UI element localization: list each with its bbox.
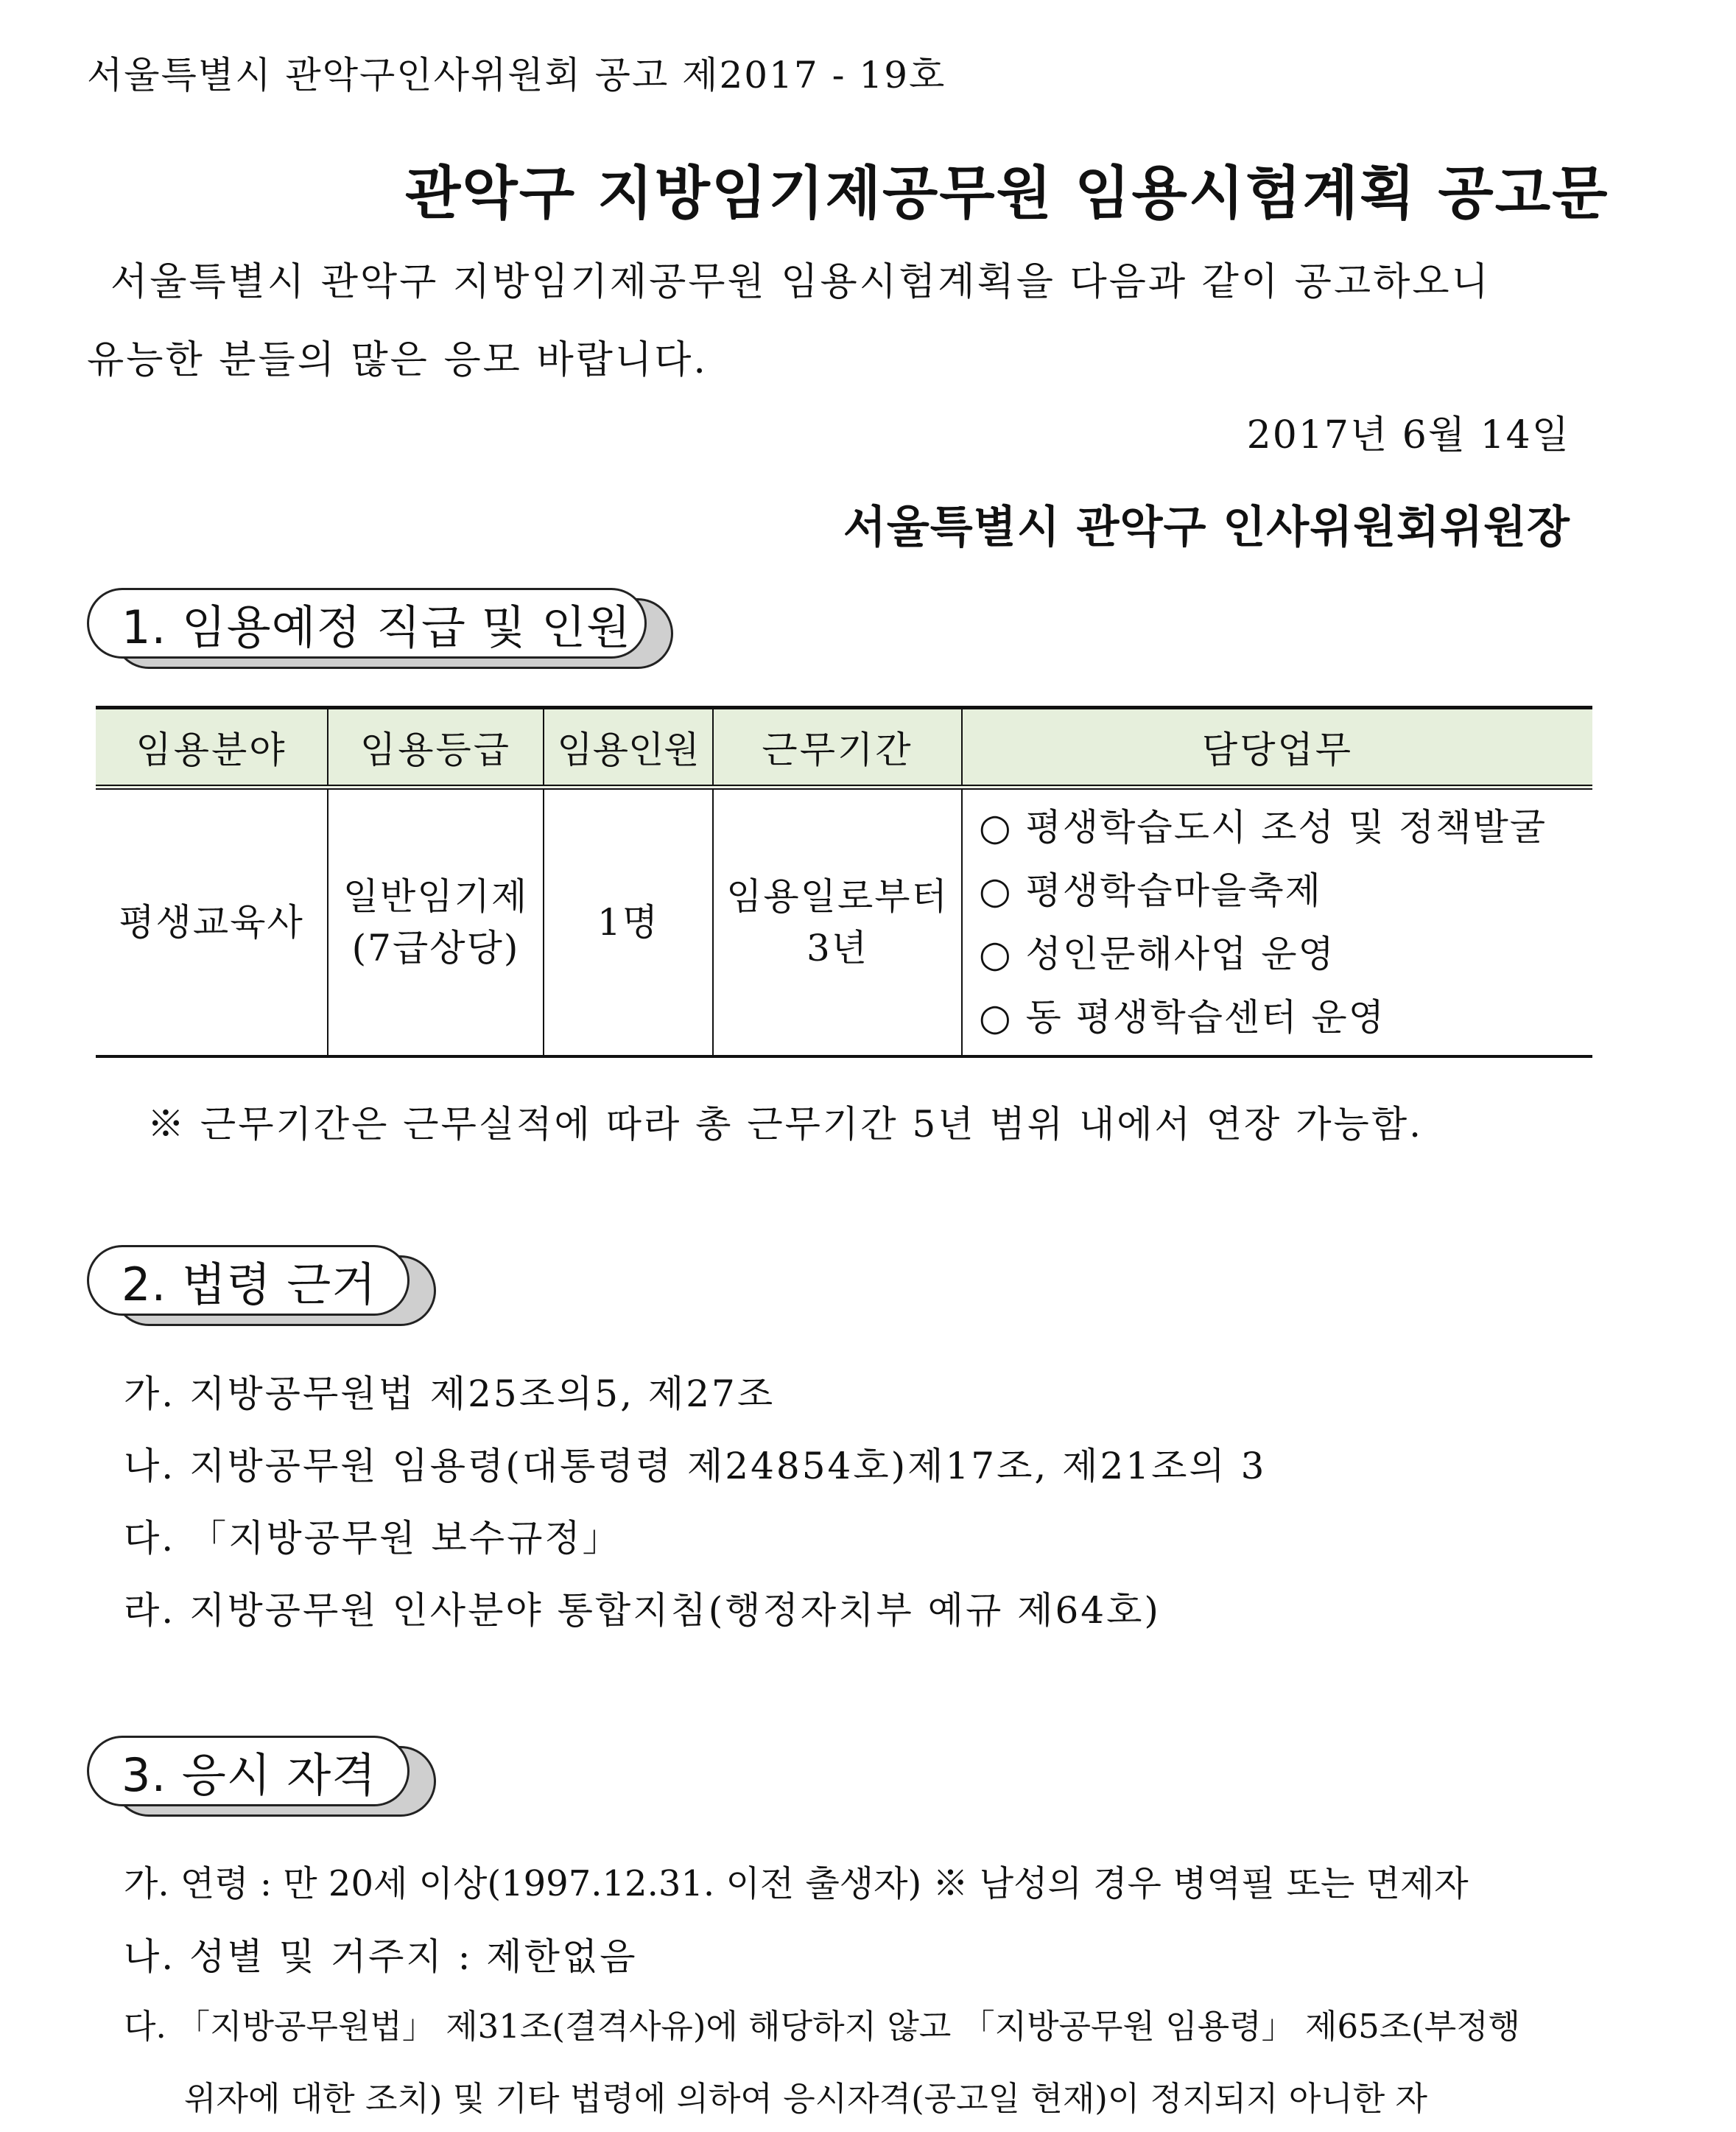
section-1-heading [87,588,676,669]
qualification-item: 다. 「지방공무원법」 제31조(결격사유)에 해당하지 않고 「지방공무원 임용령」 제65조(부정행 [124,2007,1521,2046]
section-3-heading [87,1736,440,1817]
qualification-item-continued: 위자에 대한 조치) 및 기타 법령에 의하여 응시자격(공고일 현재)이 정지되지 아니한 자 [184,2079,1427,2118]
legal-basis-item: 가. 지방공무원법 제25조의5, 제27조 [124,1372,776,1415]
table-header-row [96,708,1592,788]
table-note: ※ 근무기간은 근무실적에 따라 총 근무기간 5년 범위 내에서 연장 가능함. [147,1103,1424,1146]
cell-period-line-1: 임용일로부터 [726,875,949,918]
qualification-item: 나. 성별 및 거주지 : 제한없음 [124,1935,638,1978]
section-2-heading-text: 2. 법령 근거 [122,1257,377,1311]
cell-grade-line-2: (7급상당) [351,927,520,969]
document-date: 2017년 6월 14일 [1246,413,1570,457]
section-3-heading-text: 3. 응시 자격 [122,1747,377,1802]
duty-item: ○ 성인문해사업 운영 [979,933,1335,975]
table-row [96,788,1592,1057]
cell-period-line-2: 3년 [806,927,869,969]
intro-text-line-2: 유능한 분들의 많은 응모 바랍니다. [87,338,708,382]
col-header-period: 근무기간 [713,708,962,788]
cell-count: 1명 [544,788,713,1057]
duty-item: ○ 동 평생학습센터 운영 [979,996,1386,1039]
cell-field: 평생교육사 [96,788,328,1057]
cell-grade-line-1: 일반임기제 [342,875,529,918]
legal-basis-item: 나. 지방공무원 임용령(대통령령 제24854호)제17조, 제21조의 3 [124,1445,1267,1487]
col-header-duties: 담당업무 [962,708,1592,788]
legal-basis-item: 다. 「지방공무원 보수규정」 [124,1517,622,1560]
duty-item: ○ 평생학습도시 조성 및 정책발굴 [979,806,1547,849]
document-title: 관악구 지방임기제공무원 임용시험계획 공고문 [405,161,1609,227]
col-header-field: 임용분야 [96,708,328,788]
staff-table [96,706,1592,1058]
section-1-heading-text: 1. 임용예정 직급 및 인원 [122,600,632,654]
section-2-heading [87,1245,440,1326]
cell-duties [962,788,1592,1057]
notice-number: 서울특별시 관악구인사위원회 공고 제2017 - 19호 [87,54,946,97]
qualification-item: 가. 연령 : 만 20세 이상(1997.12.31. 이전 출생자) ※ 남성의 경우 병역필 또는 면제자 [124,1863,1469,1904]
col-header-grade: 임용등급 [328,708,544,788]
intro-text-line-1: 서울특별시 관악구 지방임기제공무원 임용시험계획을 다음과 같이 공고하오니 [110,260,1491,304]
duty-item: ○ 평생학습마을축제 [979,869,1322,912]
cell-grade [328,788,544,1057]
cell-period [713,788,962,1057]
issuer: 서울특별시 관악구 인사위원회위원장 [843,502,1570,553]
legal-basis-item: 라. 지방공무원 인사분야 통합지침(행정자치부 예규 제64호) [124,1589,1161,1632]
col-header-count: 임용인원 [544,708,713,788]
